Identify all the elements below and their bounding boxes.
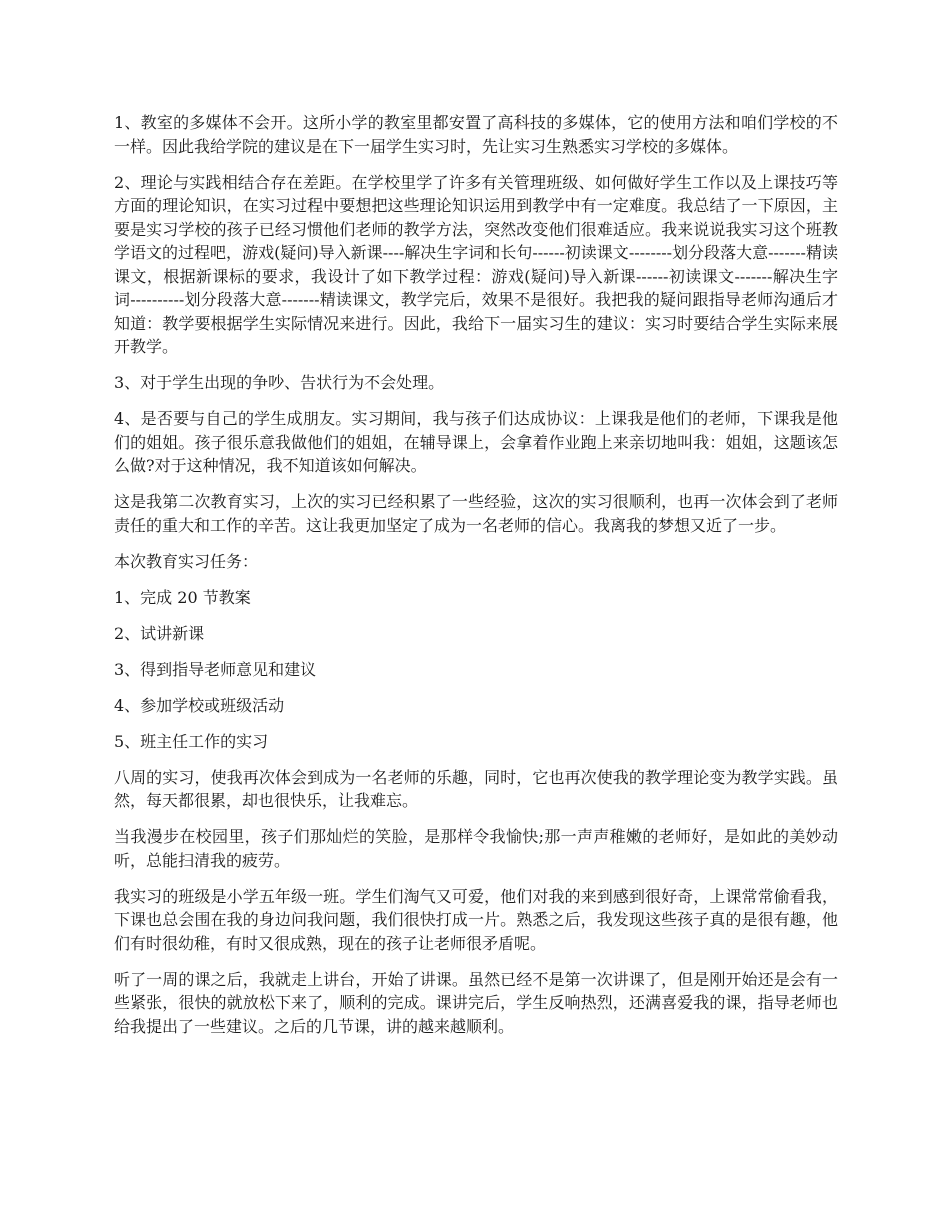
paragraph-class: 我实习的班级是小学五年级一班。学生们淘气又可爱，他们对我的来到感到很好奇，上课常常偷看我，下课也总会围在我的身边问我问题，我们很快打成一片。熟悉之后，我发现这些孩子真的是很有趣，他们有时很幼稚，有时又很成熟，现在的孩子让老师很矛盾呢。 (114, 886, 838, 953)
task-item-5: 5、班主任工作的实习 (114, 731, 269, 751)
task-item-3: 3、得到指导老师意见和建议 (114, 659, 317, 679)
paragraph-reflection: 这是我第二次教育实习，上次的实习已经积累了一些经验，这次的实习很顺利，也再一次体会到了老师责任的重大和工作的辛苦。这让我更加坚定了成为一名老师的信心。我离我的梦想又近了一步。 (114, 492, 838, 535)
task-item-1: 1、完成 20 节教案 (114, 587, 251, 607)
task-item-2: 2、试讲新课 (114, 623, 205, 643)
task-item-4: 4、参加学校或班级活动 (114, 695, 285, 715)
paragraph-eight-weeks: 八周的实习，使我再次体会到成为一名老师的乐趣，同时，它也再次使我的教学理论变为教学实践。虽然，每天都很累，却也很快乐，让我难忘。 (114, 767, 838, 810)
paragraph-campus: 当我漫步在校园里，孩子们那灿烂的笑脸，是那样令我愉快;那一声声稚嫩的老师好，是如此的美妙动听，总能扫清我的疲劳。 (114, 827, 838, 870)
paragraph-problem-4: 4、是否要与自己的学生成朋友。实习期间，我与孩子们达成协议：上课我是他们的老师，下课我是他们的姐姐。孩子很乐意我做他们的姐姐，在辅导课上，会拿着作业跑上来亲切地叫我：姐姐，这题该怎么做?对于这种情况，我不知道该如何解决。 (114, 409, 838, 475)
paragraph-problem-3: 3、对于学生出现的争吵、告状行为不会处理。 (114, 373, 445, 392)
document-body (114, 111, 838, 1051)
paragraph-problem-1: 1、教室的多媒体不会开。这所小学的教室里都安置了高科技的多媒体，它的使用方法和咱们学校的不一样。因此我给学院的建议是在下一届学生实习时，先让实习生熟悉实习学校的多媒体。 (114, 113, 838, 156)
paragraph-first-lesson: 听了一周的课之后，我就走上讲台，开始了讲课。虽然已经不是第一次讲课了，但是刚开始还是会有一些紧张，很快的就放松下来了，顺利的完成。课讲完后，学生反响热烈，还满喜爱我的课，指导老师也给我提出了一些建议。之后的几节课，讲的越来越顺利。 (114, 969, 838, 1036)
task-list-heading: 本次教育实习任务： (114, 551, 259, 571)
paragraph-problem-2: 2、理论与实践相结合存在差距。在学校里学了许多有关管理班级、如何做好学生工作以及上课技巧等方面的理论知识，在实习过程中要想把这些理论知识运用到教学中有一定难度。我总结了一下原因，主要是实习学校的孩子已经习惯他们老师的教学方法，突然改变他们很难适应。我来说说我实习这个班教学语文的过程吧，游戏(疑问)导入新课----解决生字词和长句------初读课文--------划分段落大意-------精读课文，根据新课标的要求，我设计了如下教学过程：游戏(疑问)导入新课------初读课文-------解决生字词----------划分段落大意-------精读课文，教学完后，效果不是很好。我把我的疑问跟指导老师沟通后才知道：教学要根据学生实际情况来进行。因此，我给下一届实习生的建议：实习时要结合学生实际来展开教学。 (114, 172, 838, 356)
